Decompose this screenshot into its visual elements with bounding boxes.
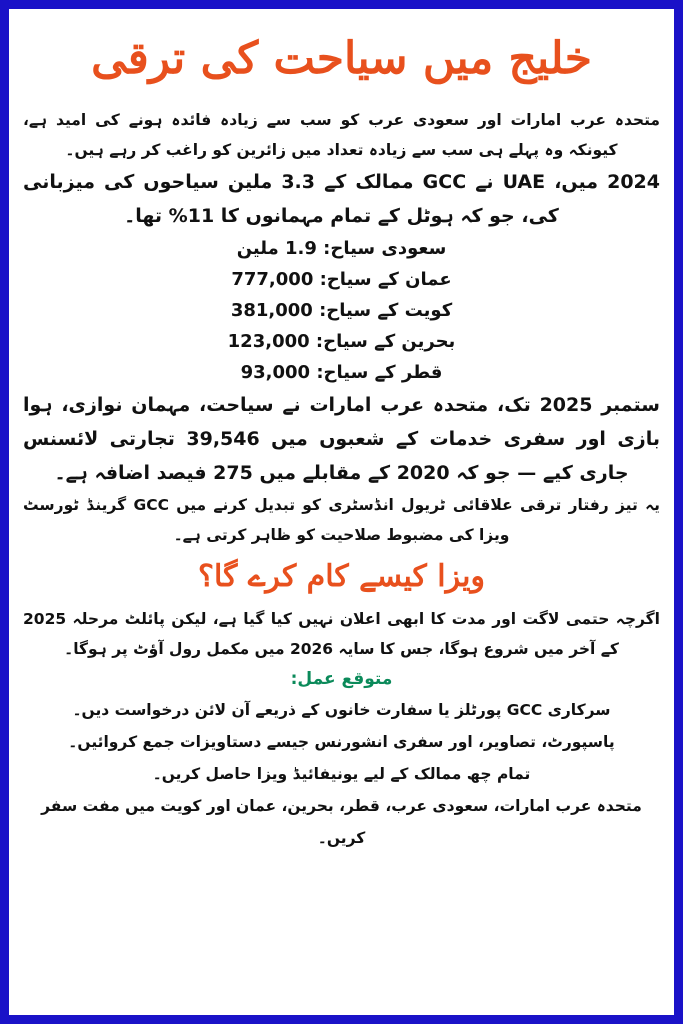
intro-paragraph: متحدہ عرب امارات اور سعودی عرب کو سب سے زیادہ فائدہ ہونے کی امید ہے، کیونکہ وہ پہلے ہی سب سے زیادہ تعداد میں زائرین کو راغب کر رہے ہیں۔ — [23, 111, 660, 159]
visa-potential-paragraph: یہ تیز رفتار ترقی علاقائی ٹریول انڈسٹری کو تبدیل کرنے میں GCC گرینڈ ٹورسٹ ویزا کی مضبوط صلاحیت کو ظاہر کرتی ہے۔ — [23, 496, 661, 544]
licenses-paragraph: ستمبر 2025 تک، متحدہ عرب امارات نے سیاحت، مہمان نوازی، ہوا بازی اور سفری خدمات کے شعبوں میں 39,546 تجارتی لائسنس جاری کیے — جو کہ 2020 کے مقابلے میں 275 فیصد اضافہ ہے۔ — [23, 394, 661, 484]
how-visa-works-heading: ویزا کیسے کام کرے گا؟ — [198, 559, 485, 594]
stat-qatar: قطر کے سیاح: 93,000 — [240, 362, 443, 383]
gcc-2024-paragraph: 2024 میں، UAE نے GCC ممالک کے 3.3 ملین سیاحوں کی میزبانی کی، جو کہ ہوٹل کے تمام مہمانوں کا 11% تھا۔ — [23, 171, 660, 227]
article-content — [23, 19, 660, 1005]
how-visa-works-paragraph: اگرچہ حتمی لاگت اور مدت کا ابھی اعلان نہیں کیا گیا ہے، لیکن پائلٹ مرحلہ 2025 کے آخر میں شروع ہوگا، جس کا سایہ 2026 میں مکمل رول آؤٹ پر ہوگا۔ — [23, 610, 660, 658]
stat-bahrain: بحرین کے سیاح: 123,000 — [227, 331, 456, 352]
expected-process-heading: متوقع عمل: — [290, 669, 393, 689]
tourist-stats-list — [23, 233, 660, 388]
step-submit-documents: پاسپورٹ، تصاویر، اور سفری انشورنس جیسے دستاویزات جمع کروائیں۔ — [68, 733, 615, 751]
stat-oman: عمان کے سیاح: 777,000 — [231, 269, 452, 290]
step-travel-freely: متحدہ عرب امارات، سعودی عرب، قطر، بحرین، عمان اور کویت میں مفت سفر کریں۔ — [41, 797, 642, 847]
process-steps-list — [23, 694, 660, 854]
step-apply-online: سرکاری GCC پورٹلز یا سفارت خانوں کے ذریعے آن لائن درخواست دیں۔ — [72, 701, 611, 719]
step-get-unified-visa: تمام چھ ممالک کے لیے یونیفائیڈ ویزا حاصل کریں۔ — [152, 765, 531, 783]
stat-kuwait: کویت کے سیاح: 381,000 — [230, 300, 453, 321]
page-title: خلیج میں سیاحت کی ترقی — [91, 33, 592, 84]
stat-saudi: سعودی سیاح: 1.9 ملین — [236, 238, 447, 259]
